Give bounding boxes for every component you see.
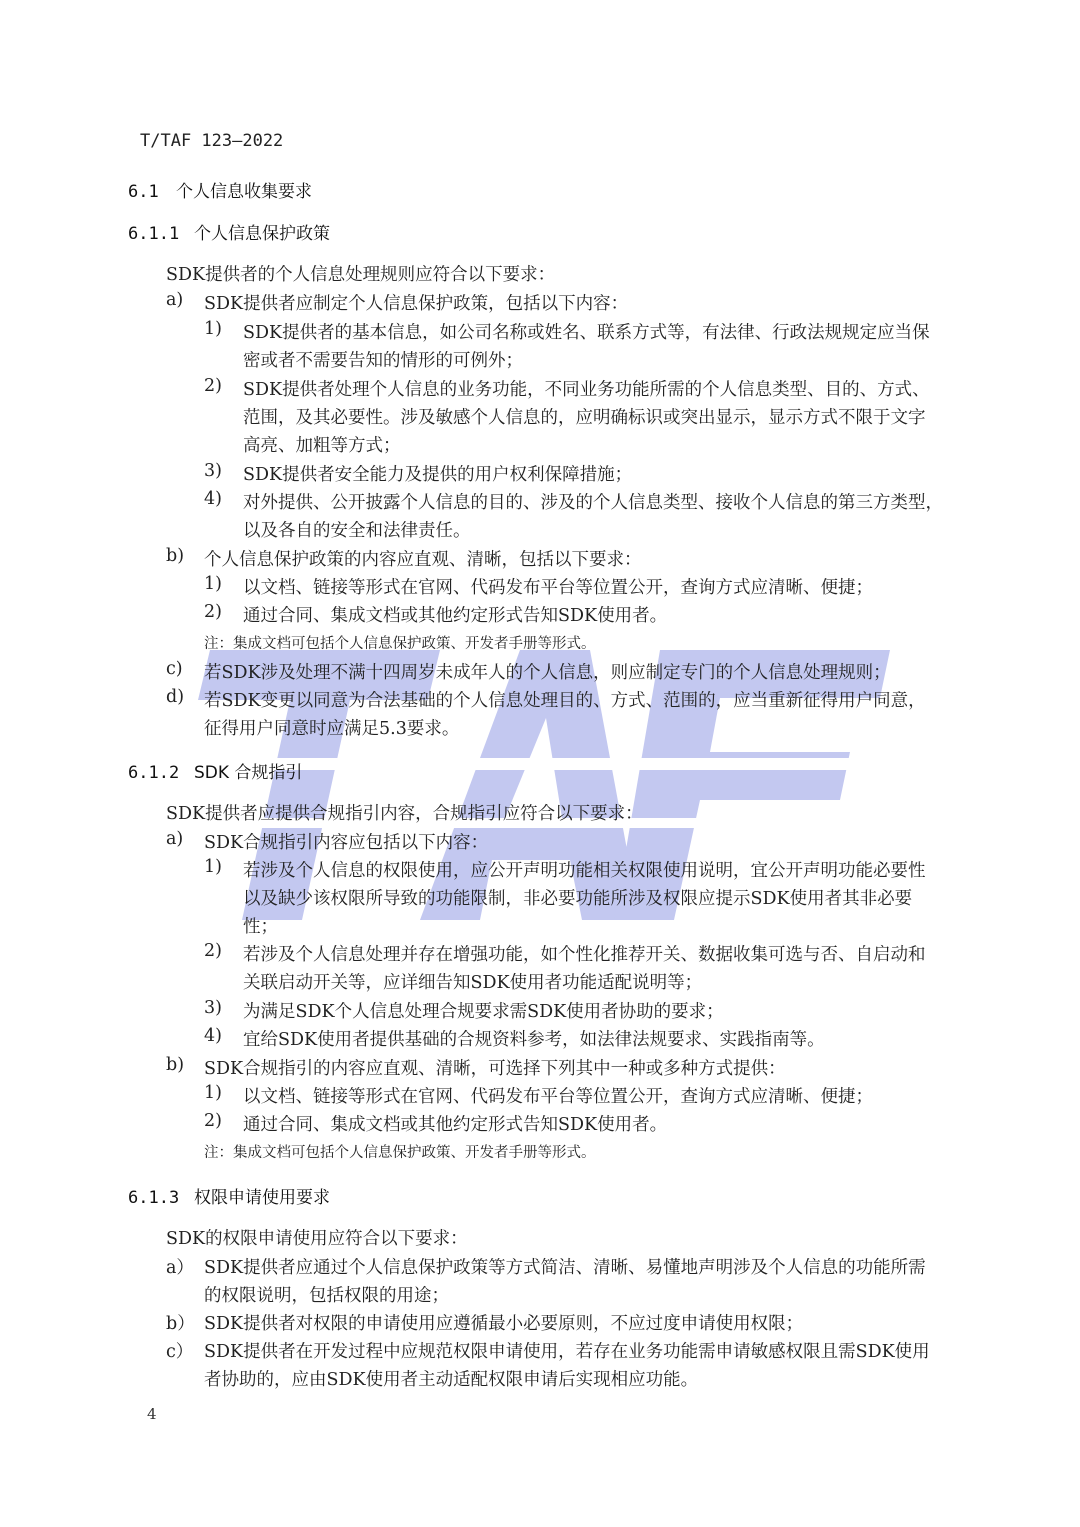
sublist-item-text: 宜给SDK使用者提供基础的合规资料参考，如法律法规要求、实践指南等。 [243, 1030, 825, 1050]
paragraph: SDK的权限申请使用应符合以下要求： [166, 1229, 468, 1249]
note: 注：集成文档可包括个人信息保护政策、开发者手册等形式。 [204, 1145, 596, 1161]
sublist-item-text: 若涉及个人信息处理并存在增强功能，如个性化推荐开关、数据收集可选与否、自启动和 [243, 945, 926, 965]
paragraph: SDK提供者应提供合规指引内容，合规指引应符合以下要求： [166, 804, 643, 824]
page-number: 4 [147, 1405, 157, 1423]
sublist-item-text: 通过合同、集成文档或其他约定形式告知SDK使用者。 [243, 606, 668, 626]
list-marker: c) [166, 659, 183, 679]
note: 注：集成文档可包括个人信息保护政策、开发者手册等形式。 [204, 636, 596, 652]
list-marker: d) [166, 687, 185, 707]
list-marker: b) [166, 1055, 185, 1075]
list-marker: a) [166, 290, 184, 310]
sublist-item-text: SDK提供者的基本信息，如公司名称或姓名、联系方式等，有法律、行政法规规定应当保 [243, 323, 930, 343]
sublist-marker: 1) [204, 1083, 222, 1103]
section-heading-6-1 [128, 177, 312, 202]
section-heading-6-1-2 [128, 758, 302, 783]
sublist-item-text: 对外提供、公开披露个人信息的目的、涉及的个人信息类型、接收个人信息的第三方类型， [243, 493, 943, 513]
sublist-item-text: 范围，及其必要性。涉及敏感个人信息的，应明确标识或突出显示，显示方式不限于文字 [243, 408, 926, 428]
list-marker: c） [166, 1342, 194, 1362]
sublist-item-text: 若涉及个人信息的权限使用，应公开声明功能相关权限使用说明，宜公开声明功能必要性 [243, 861, 926, 881]
list-item-text: SDK提供者应通过个人信息保护政策等方式简洁、清晰、易懂地声明涉及个人信息的功能所需 [204, 1258, 926, 1278]
sublist-item-text: 关联启动开关等，应详细告知SDK使用者功能适配说明等； [243, 973, 703, 993]
section-title: SDK 合规指引 [194, 763, 303, 783]
list-item-text: 个人信息保护政策的内容应直观、清晰，包括以下要求： [204, 550, 642, 570]
list-marker: a） [166, 1258, 194, 1278]
sublist-item-text: 为满足SDK个人信息处理合规要求需SDK使用者协助的要求； [243, 1002, 724, 1022]
sublist-marker: 2) [204, 1111, 222, 1131]
sublist-item-text: 以文档、链接等形式在官网、代码发布平台等位置公开，查询方式应清晰、便捷； [243, 578, 873, 598]
sublist-marker: 1) [204, 319, 222, 339]
list-item-text: 征得用户同意时应满足5.3要求。 [204, 719, 460, 739]
section-title: 个人信息保护政策 [194, 224, 330, 244]
section-title: 权限申请使用要求 [194, 1188, 330, 1208]
sublist-item-text: 性； [243, 917, 278, 937]
list-item-text: 若SDK涉及处理不满十四周岁未成年人的个人信息，则应制定专门的个人信息处理规则； [204, 663, 891, 683]
sublist-marker: 2) [204, 941, 222, 961]
sublist-item-text: 以及各自的安全和法律责任。 [243, 521, 471, 541]
list-item-text: SDK提供者应制定个人信息保护政策，包括以下内容： [204, 294, 629, 314]
section-number: 6.1.2 [128, 763, 180, 783]
document-code-header: T/TAF 123—2022 [140, 131, 284, 151]
section-number: 6.1 [128, 182, 159, 202]
section-heading-6-1-1 [128, 219, 330, 244]
sublist-marker: 2) [204, 376, 222, 396]
list-item-text: 的权限说明，包括权限的用途； [204, 1286, 449, 1306]
paragraph: SDK提供者的个人信息处理规则应符合以下要求： [166, 265, 556, 285]
sublist-item-text: SDK提供者处理个人信息的业务功能，不同业务功能所需的个人信息类型、目的、方式、 [243, 380, 930, 400]
list-item-text: 若SDK变更以同意为合法基础的个人信息处理目的、方式、范围的，应当重新征得用户同意， [204, 691, 926, 711]
sublist-marker: 4) [204, 489, 222, 509]
list-item-text: SDK合规指引内容应包括以下内容： [204, 833, 489, 853]
sublist-marker: 1) [204, 574, 222, 594]
sublist-marker: 3) [204, 998, 222, 1018]
sublist-item-text: 以及缺少该权限所导致的功能限制，非必要功能所涉及权限应提示SDK使用者其非必要 [243, 889, 913, 909]
sublist-marker: 2) [204, 602, 222, 622]
sublist-item-text: 高亮、加粗等方式； [243, 436, 401, 456]
list-marker: a) [166, 829, 184, 849]
list-item-text: SDK提供者在开发过程中应规范权限申请使用，若存在业务功能需申请敏感权限且需SDK使用 [204, 1342, 930, 1362]
section-number: 6.1.3 [128, 1188, 180, 1208]
sublist-item-text: SDK提供者安全能力及提供的用户权利保障措施； [243, 465, 633, 485]
sublist-marker: 1) [204, 857, 222, 877]
sublist-marker: 3) [204, 461, 222, 481]
sublist-item-text: 密或者不需要告知的情形的可例外； [243, 351, 523, 371]
sublist-marker: 4) [204, 1026, 222, 1046]
section-number: 6.1.1 [128, 224, 180, 244]
section-heading-6-1-3 [128, 1183, 330, 1208]
list-item-text: SDK合规指引的内容应直观、清晰，可选择下列其中一种或多种方式提供： [204, 1059, 786, 1079]
sublist-item-text: 以文档、链接等形式在官网、代码发布平台等位置公开，查询方式应清晰、便捷； [243, 1087, 873, 1107]
list-item-text: 者协助的，应由SDK使用者主动适配权限申请后实现相应功能。 [204, 1370, 699, 1390]
list-item-text: SDK提供者对权限的申请使用应遵循最小必要原则，不应过度申请使用权限； [204, 1314, 804, 1334]
list-marker: b) [166, 546, 185, 566]
list-marker: b） [166, 1314, 195, 1334]
section-title: 个人信息收集要求 [176, 182, 312, 202]
sublist-item-text: 通过合同、集成文档或其他约定形式告知SDK使用者。 [243, 1115, 668, 1135]
